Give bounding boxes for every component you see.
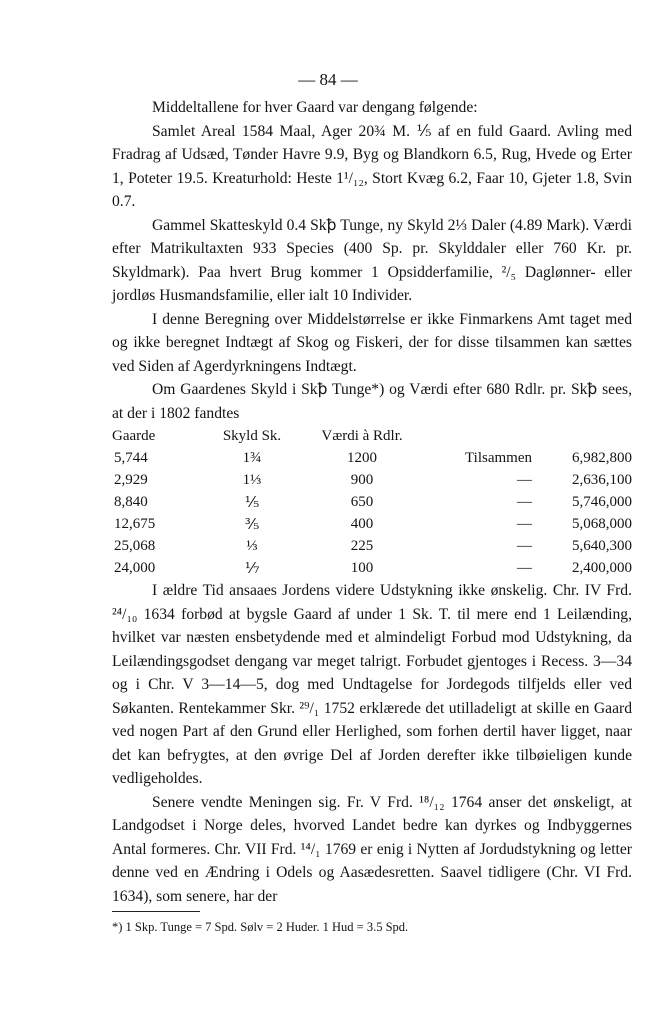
table-header-row <box>112 425 632 447</box>
cell-sum: 6,982,800 <box>572 449 632 466</box>
cell-label: — <box>517 515 532 532</box>
paragraph: I denne Beregning over Middelstørrelse er ikke Finmarkens Amt taget med og ikke beregnet Indtægt af Skog og Fiskeri, der for disse tilsammen kan sættes ved Siden af Agerdyrkningens Indtægt. <box>112 310 632 375</box>
header-vaerdi: Værdi à Rdlr. <box>321 427 403 444</box>
cell-label: — <box>517 471 532 488</box>
footnote-rule <box>112 911 200 912</box>
cell-vaerdi: 1200 <box>347 449 377 466</box>
paragraph: Middeltallene for hver Gaard var dengang følgende: <box>152 99 478 116</box>
cell-vaerdi: 900 <box>350 471 374 488</box>
cell-skyld: ⅐ <box>244 560 260 577</box>
table-row <box>112 447 632 469</box>
cell-vaerdi: 650 <box>350 493 374 510</box>
header-skyld: Skyld Sk. <box>222 427 282 444</box>
header-gaarde: Gaarde <box>112 427 156 444</box>
table-row <box>112 491 632 513</box>
cell-gaarde: 5,744 <box>114 449 148 466</box>
cell-sum: 2,400,000 <box>572 559 632 576</box>
cell-vaerdi: 225 <box>350 537 374 554</box>
cell-gaarde: 25,068 <box>114 537 156 554</box>
paragraph: Samlet Areal 1584 Maal, Ager 20¾ M. ⅕ af en fuld Gaard. Avling med Fradrag af Udsæd, Tønder Havre 9.9, Byg og Blandkorn 6.5, Rug, Hvede og Erter 1, Poteter 19.5. Kreaturhold: Heste 1¹/₁₂, Stort Kvæg 6.2, Faar 10, Gjeter 1.8, Svin 0.7. <box>112 122 632 210</box>
cell-sum: 5,068,000 <box>572 515 632 532</box>
cell-gaarde: 24,000 <box>114 559 156 576</box>
paragraph: Om Gaardenes Skyld i Skꝥ Tunge*) og Værdi efter 680 Rdlr. pr. Skꝥ sees, at der i 1802 fandtes <box>112 381 632 422</box>
cell-sum: 5,746,000 <box>572 493 632 510</box>
cell-skyld: 1¾ <box>242 449 262 466</box>
table-row <box>112 535 632 557</box>
skyld-table <box>112 425 632 579</box>
table-row <box>112 469 632 491</box>
cell-sum: 5,640,300 <box>572 537 632 554</box>
cell-label: — <box>517 537 532 554</box>
page-number: — 84 — <box>298 70 358 89</box>
cell-skyld: ⅗ <box>244 516 260 533</box>
cell-vaerdi: 100 <box>350 559 374 576</box>
table-row <box>112 513 632 535</box>
cell-label: — <box>517 493 532 510</box>
cell-skyld: ⅕ <box>244 494 260 511</box>
cell-label: Tilsammen <box>465 449 532 466</box>
cell-gaarde: 2,929 <box>114 471 148 488</box>
paragraph: Gammel Skatteskyld 0.4 Skꝥ Tunge, ny Skyld 2⅓ Daler (4.89 Mark). Værdi efter Matrikultaxten 933 Species (400 Sp. pr. Skylddaler eller 760 Kr. pr. Skyldmark). Paa hvert Brug kommer 1 Opsidderfamilie, ²/₅ Daglønner- eller jordløs Husmandsfamilie, eller ialt 10 Individer. <box>112 216 632 304</box>
cell-vaerdi: 400 <box>350 515 374 532</box>
cell-gaarde: 8,840 <box>114 493 148 510</box>
table-row <box>112 557 632 579</box>
cell-label: — <box>517 559 532 576</box>
cell-skyld: ⅓ <box>246 537 258 554</box>
cell-sum: 2,636,100 <box>572 471 632 488</box>
cell-gaarde: 12,675 <box>114 515 156 532</box>
footnote: *) 1 Skp. Tunge = 7 Spd. Sølv = 2 Huder. 1 Hud = 3.5 Spd. <box>112 920 409 934</box>
paragraph: Senere vendte Meningen sig. Fr. V Frd. ¹⁸/₁₂ 1764 anser det ønskeligt, at Landgodset i Norge deles, hvorved Landet bedre kan dyrkes og Indbyggernes Antal formeres. Chr. VII Frd. ¹⁴/₁ 1769 er enig i Nytten af Jordudstykning og letter denne ved en Ændring i Odels og Aasædesretten. Saavel tidligere (Chr. VI Frd. 1634), som senere, har der <box>112 793 632 905</box>
text-body <box>112 96 632 908</box>
cell-skyld: 1⅓ <box>242 471 262 488</box>
paragraph: I ældre Tid ansaaes Jordens videre Udstykning ikke ønskelig. Chr. IV Frd. ²⁴/₁₀ 1634 forbød at bygsle Gaard af under 1 Sk. T. til mere end 1 Leilænding, hvilket var næsten ensbetydende med et almindeligt Forbud mod Udstykning, da Leilændingsgodset dengang var meget talrigt. Forbudet gjentoges i Recess. 3—34 og i Chr. V 3—14—5, dog med Undtagelse for Jordegods tilfjelds eller ved Søkanten. Rentekammer Skr. ²⁹/₁ 1752 erklærede det utilladeligt at skille en Gaard ved nogen Part af den Grund eller Herlighed, som forhen dertil haver ligget, naar det kan befrygtes, at den øvrige Del af Jorden derefter ikke tilbøieligen kunde vedligeholdes. <box>112 582 632 787</box>
